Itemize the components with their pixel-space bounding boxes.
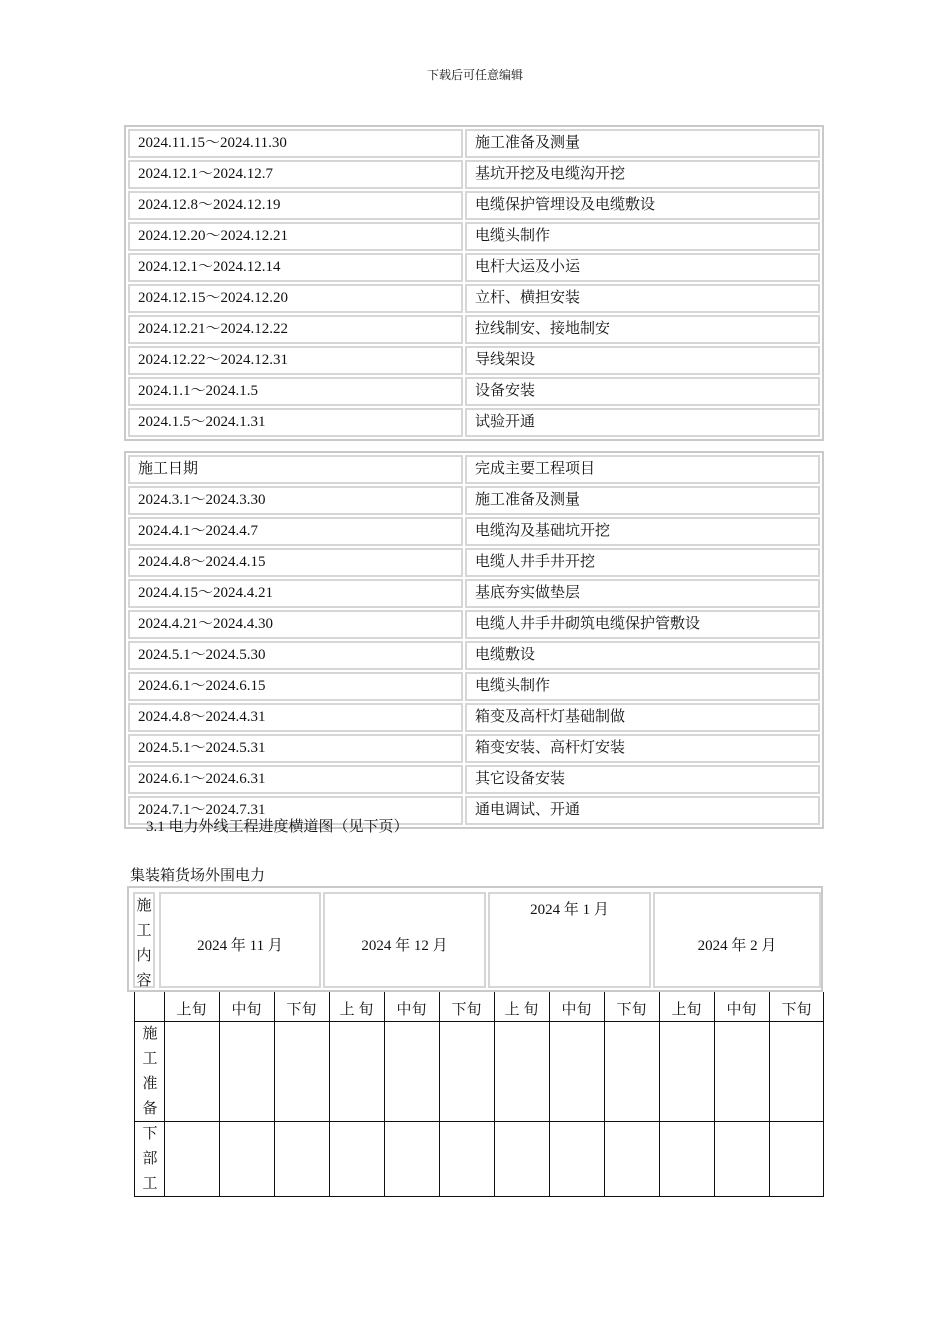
task-cell: 电杆大运及小运 xyxy=(465,253,820,282)
table-row xyxy=(128,517,820,546)
table-row xyxy=(128,672,820,701)
row-header-char: 内 xyxy=(136,948,152,964)
date-cell: 2024.5.1～2024.5.30 xyxy=(128,641,463,670)
table-row xyxy=(128,579,820,608)
date-cell: 2024.1.1～2024.1.5 xyxy=(128,377,463,406)
date-cell: 2024.4.8～2024.4.31 xyxy=(128,703,463,732)
month-cell xyxy=(159,892,321,988)
table-row xyxy=(128,222,820,251)
task-cell: 电缆人井手井开挖 xyxy=(465,548,820,577)
row-header-char: 施 xyxy=(136,898,152,914)
grid-vline xyxy=(769,992,770,1197)
table-row xyxy=(128,548,820,577)
date-cell: 2024.5.1～2024.5.31 xyxy=(128,734,463,763)
table-row xyxy=(128,346,820,375)
row-label-char: 下 xyxy=(142,1126,158,1142)
task-cell: 箱变安装、高杆灯安装 xyxy=(465,734,820,763)
gantt-row-label xyxy=(136,1022,164,1122)
task-cell: 电缆人井手井砌筑电缆保护管敷设 xyxy=(465,610,820,639)
task-cell: 完成主要工程项目 xyxy=(465,455,820,484)
table-row xyxy=(128,610,820,639)
task-cell: 电缆保护管埋设及电缆敷设 xyxy=(465,191,820,220)
period-label: 下旬 xyxy=(616,1002,647,1018)
row-label-char: 部 xyxy=(142,1151,158,1167)
period-label: 中旬 xyxy=(561,1002,592,1018)
task-cell: 基坑开挖及电缆沟开挖 xyxy=(465,160,820,189)
grid-hline xyxy=(134,1121,824,1122)
row-header-char: 容 xyxy=(136,973,152,989)
table-row xyxy=(128,455,820,484)
grid-vline xyxy=(439,992,440,1197)
grid-vline xyxy=(329,992,330,1197)
task-cell: 通电调试、开通 xyxy=(465,796,820,825)
table-row xyxy=(128,408,820,437)
task-cell: 电缆头制作 xyxy=(465,672,820,701)
grid-vline xyxy=(823,992,824,1197)
grid-vline xyxy=(164,992,165,1197)
date-cell: 2024.4.8～2024.4.15 xyxy=(128,548,463,577)
table-row xyxy=(128,315,820,344)
period-label: 中旬 xyxy=(396,1002,427,1018)
grid-vline xyxy=(134,992,135,1197)
month-cell xyxy=(653,892,821,988)
month-cell xyxy=(488,892,651,988)
grid-hline xyxy=(134,1196,824,1197)
date-cell: 2024.1.5～2024.1.31 xyxy=(128,408,463,437)
period-label: 下旬 xyxy=(451,1002,482,1018)
task-cell: 电缆敷设 xyxy=(465,641,820,670)
table-row xyxy=(128,377,820,406)
date-cell: 2024.12.21～2024.12.22 xyxy=(128,315,463,344)
date-cell: 2024.4.15～2024.4.21 xyxy=(128,579,463,608)
task-cell: 箱变及高杆灯基础制做 xyxy=(465,703,820,732)
period-label: 上 旬 xyxy=(339,1002,374,1018)
month-label: 2024 年 12 月 xyxy=(361,938,448,954)
month-label: 2024 年 2 月 xyxy=(697,938,777,954)
task-cell: 试验开通 xyxy=(465,408,820,437)
table-row xyxy=(128,703,820,732)
row-label-char: 准 xyxy=(142,1076,158,1092)
task-cell: 其它设备安装 xyxy=(465,765,820,794)
date-cell: 2024.6.1～2024.6.31 xyxy=(128,765,463,794)
period-label: 上旬 xyxy=(671,1002,702,1018)
grid-vline xyxy=(604,992,605,1197)
date-cell: 2024.3.1～2024.3.30 xyxy=(128,486,463,515)
gantt-grid xyxy=(134,992,824,1197)
task-cell: 施工准备及测量 xyxy=(465,486,820,515)
table-row xyxy=(128,253,820,282)
date-cell: 2024.12.1～2024.12.14 xyxy=(128,253,463,282)
gantt-caption: 3.1 电力外线工程进度横道图（见下页） xyxy=(146,819,409,835)
schedule-table-2 xyxy=(124,451,824,829)
gantt-header xyxy=(127,886,823,992)
task-cell: 拉线制安、接地制安 xyxy=(465,315,820,344)
date-cell: 2024.11.15～2024.11.30 xyxy=(128,129,463,158)
table-row xyxy=(128,765,820,794)
date-cell: 施工日期 xyxy=(128,455,463,484)
task-cell: 导线架设 xyxy=(465,346,820,375)
gantt-row-header xyxy=(133,892,155,988)
task-cell: 施工准备及测量 xyxy=(465,129,820,158)
grid-vline xyxy=(494,992,495,1197)
date-cell: 2024.7.1～2024.7.31 xyxy=(128,796,463,825)
table-row xyxy=(128,129,820,158)
period-label: 下旬 xyxy=(781,1002,812,1018)
table-row xyxy=(128,160,820,189)
row-label-char: 工 xyxy=(142,1051,158,1067)
task-cell: 立杆、横担安装 xyxy=(465,284,820,313)
grid-vline xyxy=(549,992,550,1197)
period-label: 上 旬 xyxy=(504,1002,539,1018)
grid-hline xyxy=(134,1021,824,1022)
date-cell: 2024.12.8～2024.12.19 xyxy=(128,191,463,220)
task-cell: 电缆沟及基础坑开挖 xyxy=(465,517,820,546)
date-cell: 2024.6.1～2024.6.15 xyxy=(128,672,463,701)
period-label: 下旬 xyxy=(286,1002,317,1018)
gantt-title: 集装箱货场外围电力 xyxy=(130,868,266,884)
gantt-row-label xyxy=(136,1122,164,1197)
date-cell: 2024.4.21～2024.4.30 xyxy=(128,610,463,639)
row-label-char: 施 xyxy=(142,1026,158,1042)
task-cell: 设备安装 xyxy=(465,377,820,406)
table-row xyxy=(128,734,820,763)
date-cell: 2024.12.1～2024.12.7 xyxy=(128,160,463,189)
month-label: 2024 年 11 月 xyxy=(197,938,283,954)
table-row xyxy=(128,641,820,670)
table-row xyxy=(128,284,820,313)
table-row xyxy=(128,191,820,220)
grid-vline xyxy=(384,992,385,1197)
task-cell: 基底夯实做垫层 xyxy=(465,579,820,608)
grid-vline xyxy=(659,992,660,1197)
date-cell: 2024.4.1～2024.4.7 xyxy=(128,517,463,546)
table-row xyxy=(128,486,820,515)
header-note: 下载后可任意编辑 xyxy=(426,68,523,82)
month-cell xyxy=(323,892,486,988)
period-label: 中旬 xyxy=(231,1002,262,1018)
month-label: 2024 年 1 月 xyxy=(530,902,609,918)
date-cell: 2024.12.20～2024.12.21 xyxy=(128,222,463,251)
row-header-char: 工 xyxy=(136,923,152,939)
period-label: 中旬 xyxy=(726,1002,757,1018)
period-label: 上旬 xyxy=(176,1002,207,1018)
task-cell: 电缆头制作 xyxy=(465,222,820,251)
schedule-table-1 xyxy=(124,125,824,441)
date-cell: 2024.12.22～2024.12.31 xyxy=(128,346,463,375)
row-label-char: 备 xyxy=(142,1101,158,1117)
grid-vline xyxy=(219,992,220,1197)
grid-vline xyxy=(274,992,275,1197)
row-label-char: 工 xyxy=(142,1176,158,1192)
grid-vline xyxy=(714,992,715,1197)
date-cell: 2024.12.15～2024.12.20 xyxy=(128,284,463,313)
